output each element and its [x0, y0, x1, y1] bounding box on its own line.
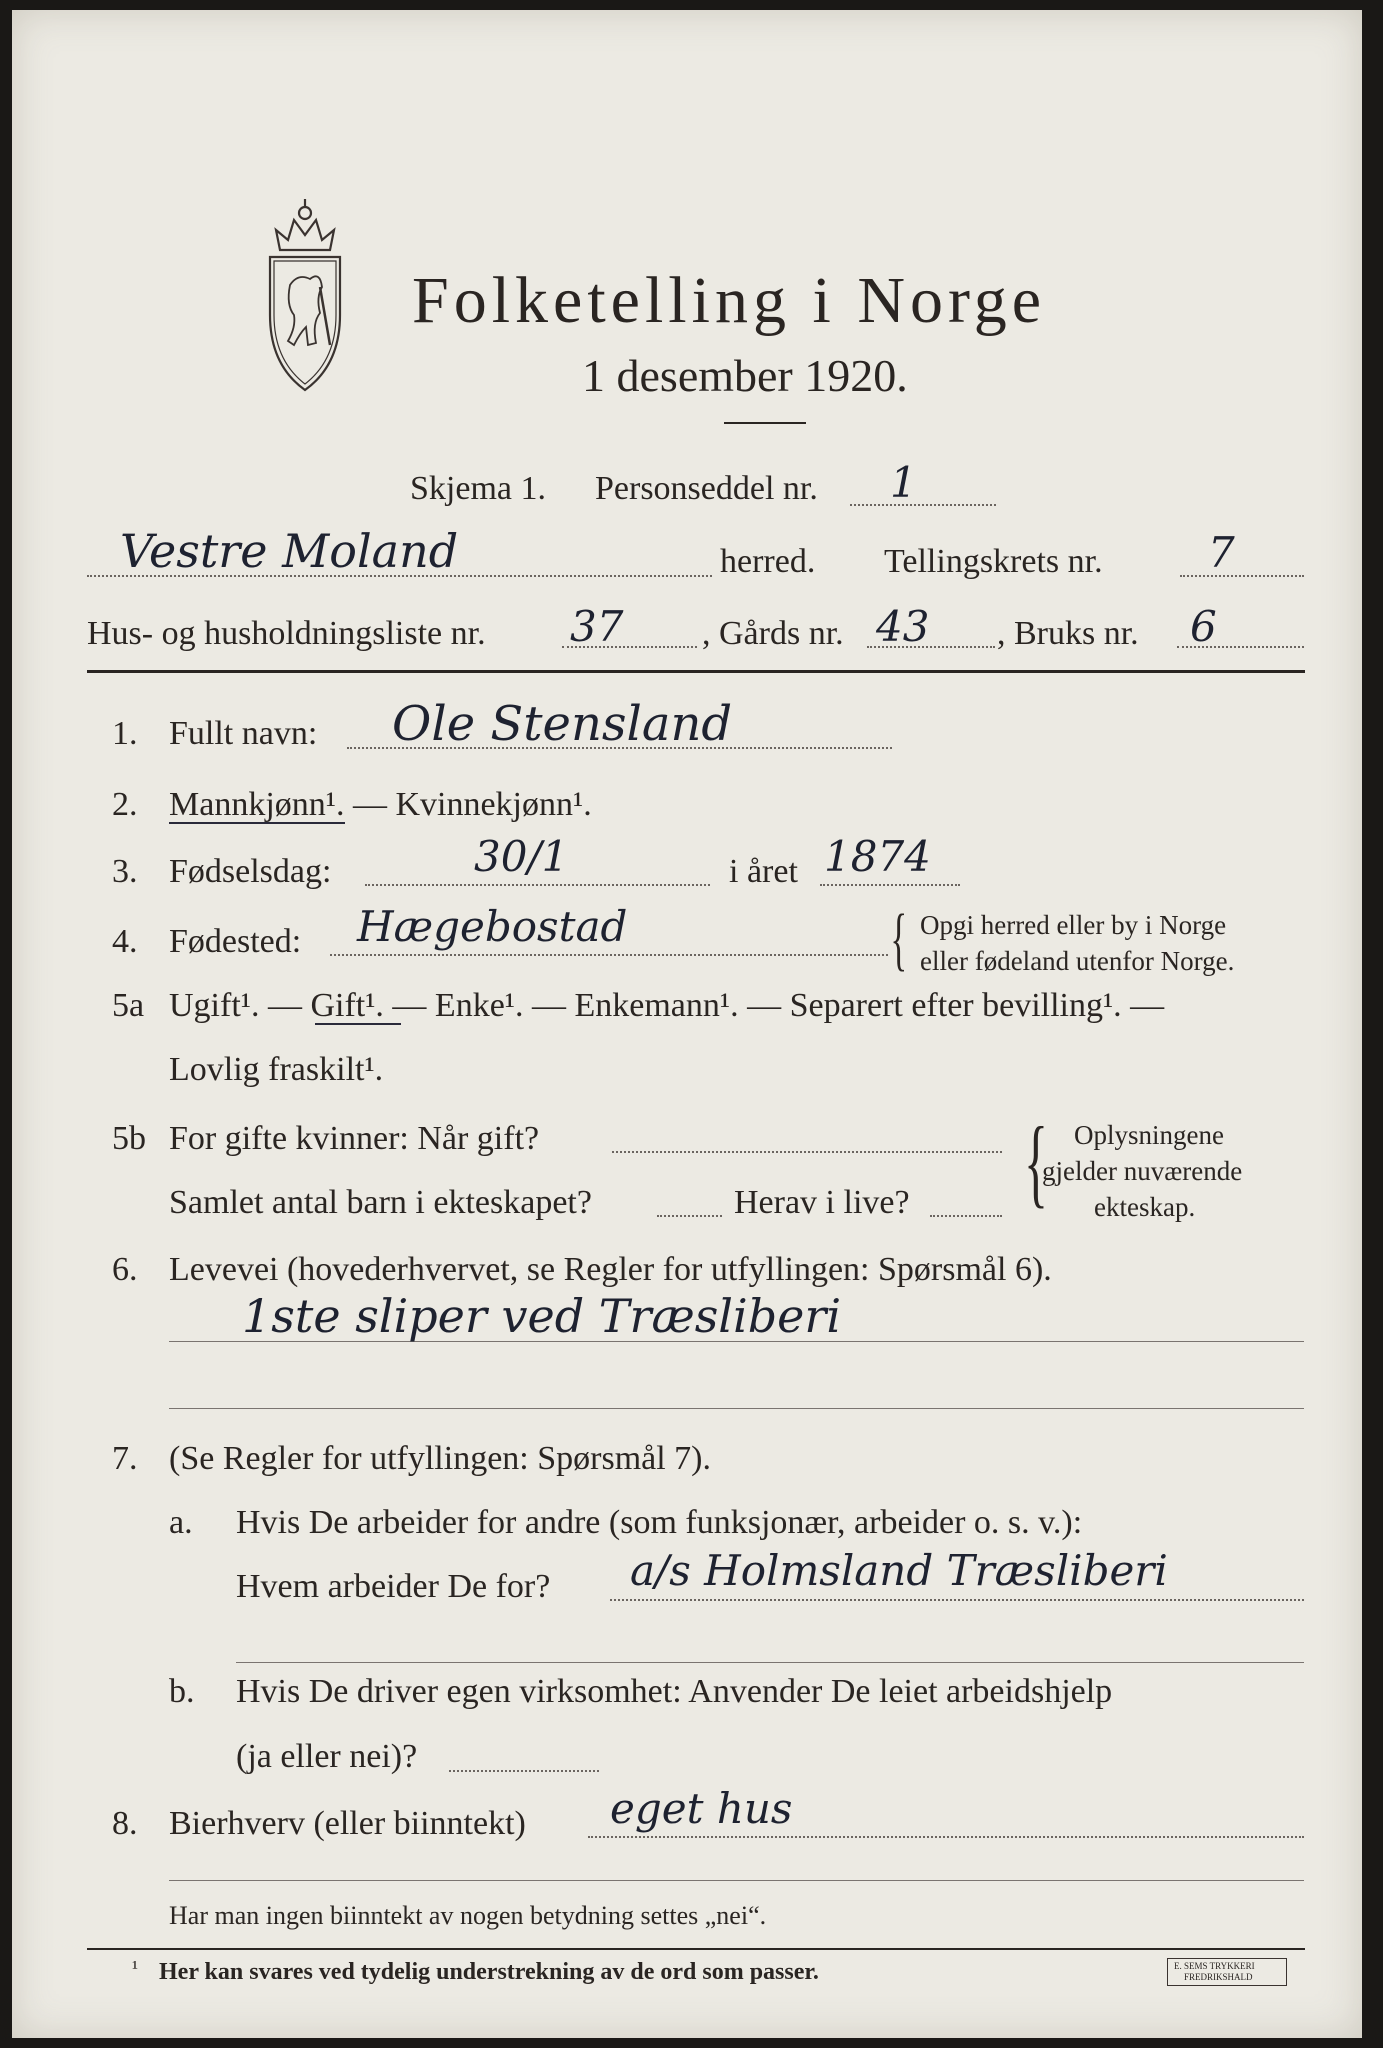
bleed-through-text	[1192, 140, 1198, 167]
q7-number: 7.	[112, 1440, 138, 1477]
q3-birthdate: 30/1	[474, 832, 569, 881]
q5b-line1	[612, 1151, 1002, 1153]
bruks-value: 6	[1190, 602, 1217, 651]
q5a-marital-options: Ugift¹. — Gift¹. — Enke¹. — Enkemann¹. — Separert efter bevilling¹. —	[169, 987, 1165, 1024]
tellingskrets-line	[1180, 575, 1304, 577]
q2-gender-options: Mannkjønn¹. — Kvinnekjønn¹.	[169, 786, 592, 823]
q2-number: 2.	[112, 786, 138, 823]
q4-note-line1: Opgi herred eller by i Norge	[920, 910, 1227, 940]
q5b-alive-label: Herav i live?	[734, 1184, 910, 1221]
herred-label: herred.	[720, 543, 816, 580]
q8-side-income: eget hus	[610, 1784, 793, 1833]
q3-line	[365, 884, 710, 886]
q5b-children-line	[657, 1215, 722, 1217]
q7-label: (Se Regler for utfyllingen: Spørsmål 7).	[169, 1440, 712, 1477]
hus-label: Hus- og husholdningsliste nr.	[87, 615, 486, 652]
q5a-number: 5a	[112, 987, 145, 1024]
q7b-line2: (ja eller nei)?	[236, 1738, 418, 1775]
q1-full-name: Ole Stensland	[392, 696, 733, 752]
q1-label: Fullt navn:	[169, 715, 318, 752]
q3-label: Fødselsdag:	[169, 853, 332, 890]
q4-note-line2: eller fødeland utenfor Norge.	[920, 946, 1235, 976]
printer-stamp-line2: FREDRIKSHALD	[1184, 1972, 1253, 1982]
q7b-line1: Hvis De driver egen virksomhet: Anvender De leiet arbeidshjelp	[236, 1673, 1113, 1710]
q3-year-line	[820, 884, 960, 886]
tellingskrets-label: Tellingskrets nr.	[884, 543, 1103, 580]
q6-occupation: 1ste sliper ved Træsliberi	[242, 1289, 842, 1343]
printer-stamp	[1167, 1958, 1287, 1986]
q5b-note-line1: Oplysningene	[1074, 1120, 1224, 1150]
personseddel-value: 1	[890, 458, 917, 507]
footnote-mark: ¹	[132, 1957, 138, 1979]
bruks-label: , Bruks nr.	[997, 615, 1139, 652]
q4-birthplace: Hægebostad	[357, 902, 628, 951]
q3-year-label: i året	[729, 853, 798, 890]
hus-value: 37	[570, 602, 624, 651]
q5b-brace: {	[1024, 1106, 1048, 1217]
tellingskrets-value: 7	[1208, 528, 1235, 577]
q5b-number: 5b	[112, 1120, 146, 1157]
q8-label: Bierhverv (eller biinntekt)	[169, 1805, 526, 1842]
q8-number: 8.	[112, 1805, 138, 1842]
herred-value: Vestre Moland	[120, 524, 459, 578]
q1-number: 1.	[112, 715, 138, 752]
q3-number: 3.	[112, 853, 138, 890]
q4-brace: {	[890, 901, 908, 978]
q5b-children-label: Samlet antal barn i ekteskapet?	[169, 1184, 592, 1221]
q7a-employer: a/s Holmsland Træsliberi	[630, 1546, 1168, 1595]
q7a-employer-label: Hvem arbeider De for?	[236, 1568, 551, 1605]
q4-line	[330, 954, 888, 956]
q7a-line1: Hvis De arbeider for andre (som funksjonær, arbeider o. s. v.):	[236, 1504, 1083, 1541]
footer-note: Har man ingen biinntekt av nogen betydning settes „nei“.	[169, 1901, 767, 1930]
printer-stamp-line1: E. SEMS TRYKKERI	[1174, 1961, 1255, 1971]
footnote-text: Her kan svares ved tydelig understrekning av de ord som passer.	[159, 1959, 819, 1985]
q7a-employer-line	[610, 1599, 1304, 1601]
q7a-line2	[236, 1662, 1304, 1663]
q4-number: 4.	[112, 923, 138, 960]
schema-label: Skjema 1.	[410, 470, 546, 507]
footer-divider	[87, 1948, 1305, 1950]
q8-line2	[169, 1880, 1304, 1881]
coat-of-arms-icon	[250, 195, 360, 395]
q2-mannkjonn-underline	[169, 822, 345, 824]
form-title: Folketelling i Norge	[412, 264, 1047, 337]
q6-line2	[169, 1408, 1304, 1409]
q5a-marital-options-line2: Lovlig fraskilt¹.	[169, 1051, 384, 1088]
q6-number: 6.	[112, 1251, 138, 1288]
q5b-married-when: For gifte kvinner: Når gift?	[169, 1120, 540, 1157]
personseddel-line	[850, 504, 996, 506]
census-date: 1 desember 1920.	[582, 350, 908, 401]
q6-label: Levevei (hovederhvervet, se Regler for utfyllingen: Spørsmål 6).	[169, 1251, 1052, 1288]
title-divider	[724, 422, 806, 424]
q5b-note-line3: ekteskap.	[1094, 1192, 1196, 1222]
q7b-answer-line	[449, 1770, 599, 1772]
section-divider	[87, 670, 1305, 673]
q7a-letter: a.	[169, 1504, 193, 1541]
personseddel-label: Personseddel nr.	[595, 470, 818, 507]
q7b-letter: b.	[169, 1673, 195, 1710]
gards-value: 43	[876, 602, 930, 651]
q8-line	[588, 1836, 1304, 1838]
q5b-note-line2: gjelder nuværende	[1042, 1156, 1243, 1186]
q4-label: Fødested:	[169, 923, 302, 960]
q5b-alive-line	[930, 1215, 1002, 1217]
q3-birth-year: 1874	[824, 832, 931, 881]
census-form	[12, 10, 1362, 2038]
gards-label: , Gårds nr.	[702, 615, 844, 652]
q5a-gift-underline	[315, 1023, 401, 1025]
